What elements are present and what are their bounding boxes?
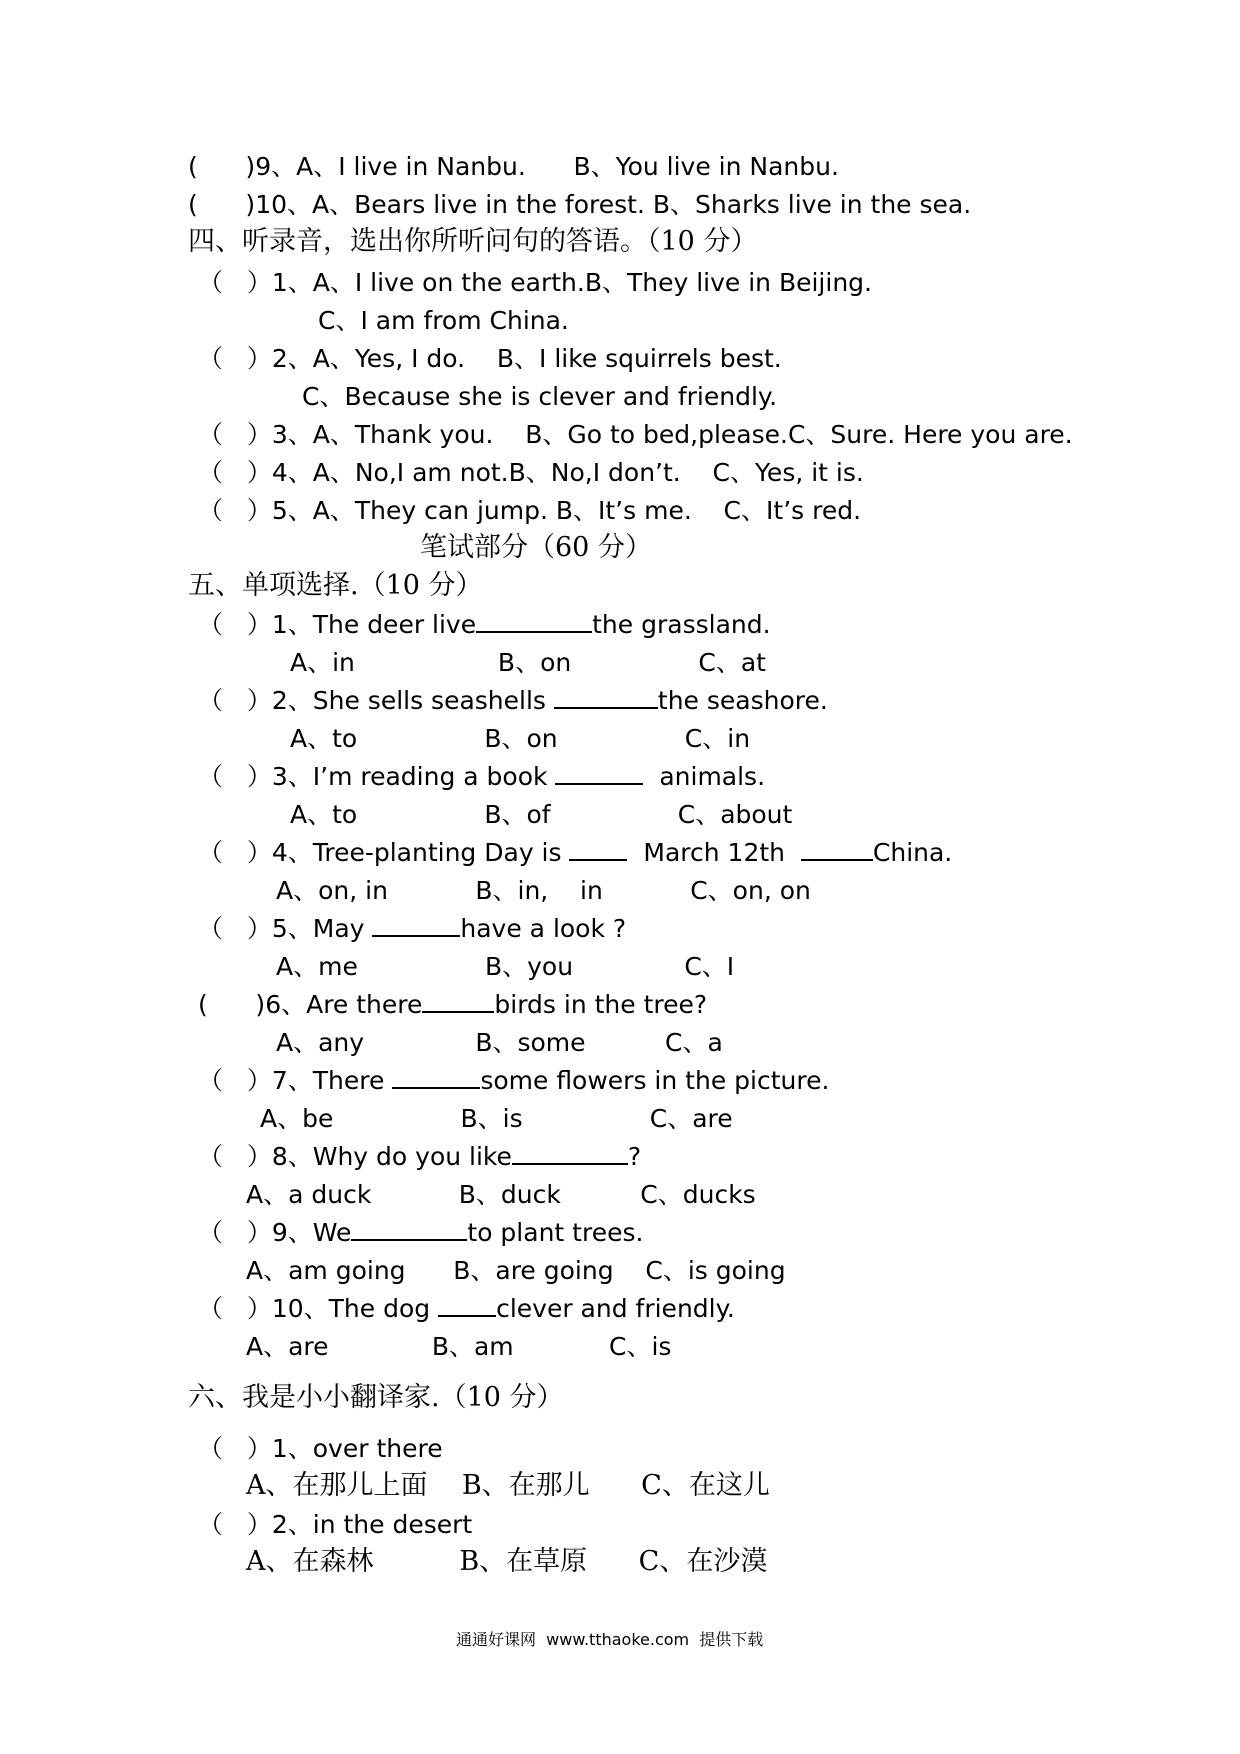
section-6-title: 六、我是小小翻译家.（10 分） — [188, 1382, 564, 1413]
top-line-9: ( )9、A、I live in Nanbu. B、You live in Nanbu. — [188, 152, 839, 181]
answer-blank — [512, 1141, 628, 1165]
s4-q2-line-b: C、Because she is clever and friendly. — [302, 382, 778, 411]
section-5-title: 五、单项选择.（10 分） — [188, 570, 483, 601]
answer-blank — [554, 685, 658, 709]
s5-q4: （ ）4、Tree-planting Day is March 12th China. — [198, 838, 953, 867]
s6-q1: （ ）1、over there — [198, 1434, 443, 1463]
s6-q2: （ ）2、in the desert — [198, 1510, 473, 1539]
answer-blank — [801, 837, 873, 861]
s5-q8-options: A、a duck B、duck C、ducks — [246, 1180, 756, 1209]
s5-q10: （ ）10、The dog clever and friendly. — [198, 1294, 735, 1323]
s5-q2: （ ）2、She sells seashells the seashore. — [198, 686, 828, 715]
s4-q2-line-a: （ ）2、A、Yes, I do. B、I like squirrels best. — [198, 344, 782, 373]
s4-q1-line-a: （ ）1、A、I live on the earth.B、They live in Beijing. — [198, 268, 872, 297]
answer-blank — [351, 1217, 467, 1241]
s5-q6: ( )6、Are there birds in the tree? — [198, 990, 708, 1019]
s5-q2-options: A、to B、on C、in — [290, 724, 751, 753]
s5-q1: （ ）1、The deer live the grassland. — [198, 610, 771, 639]
s5-q5: （ ）5、May have a look ? — [198, 914, 627, 943]
s5-q1-options: A、in B、on C、at — [290, 648, 766, 677]
s5-q4-options: A、on, in B、in, in C、on, on — [276, 876, 811, 905]
answer-blank — [438, 1293, 496, 1317]
s4-q3: （ ）3、A、Thank you. B、Go to bed,please.C、Sure. Here you are. — [198, 420, 1073, 449]
s5-q6-options: A、any B、some C、a — [276, 1028, 723, 1057]
s4-q1-line-b: C、I am from China. — [318, 306, 569, 335]
answer-blank — [569, 837, 627, 861]
s5-q9-options: A、am going B、are going C、is going — [246, 1256, 786, 1285]
s5-q9: （ ）9、We to plant trees. — [198, 1218, 644, 1247]
s6-q2-options: A、在森林 B、在草原 C、在沙漠 — [246, 1546, 768, 1577]
top-line-10: ( )10、A、Bears live in the forest. B、Sharks live in the sea. — [188, 190, 972, 219]
written-part-title: 笔试部分（60 分） — [420, 532, 652, 563]
page-footer: 通通好课网 www.tthaoke.com 提供下载 — [456, 1630, 764, 1649]
answer-blank — [372, 913, 460, 937]
answer-blank — [392, 1065, 480, 1089]
answer-blank — [476, 609, 592, 633]
s5-q5-options: A、me B、you C、I — [276, 952, 735, 981]
s5-q10-options: A、are B、am C、is — [246, 1332, 672, 1361]
answer-blank — [555, 761, 643, 785]
s4-q4: （ ）4、A、No,I am not.B、No,I don’t. C、Yes, it is. — [198, 458, 864, 487]
s5-q8: （ ）8、Why do you like ? — [198, 1142, 642, 1171]
s5-q3-options: A、to B、of C、about — [290, 800, 793, 829]
s5-q3: （ ）3、I’m reading a book animals. — [198, 762, 766, 791]
section-4-title: 四、听录音，选出你所听问句的答语。（10 分） — [188, 226, 758, 257]
s4-q5: （ ）5、A、They can jump. B、It’s me. C、It’s red. — [198, 496, 862, 525]
s5-q7: （ ）7、There some flowers in the picture. — [198, 1066, 830, 1095]
s6-q1-options: A、在那儿上面 B、在那儿 C、在这儿 — [246, 1470, 770, 1501]
answer-blank — [422, 989, 494, 1013]
s5-q7-options: A、be B、is C、are — [260, 1104, 733, 1133]
